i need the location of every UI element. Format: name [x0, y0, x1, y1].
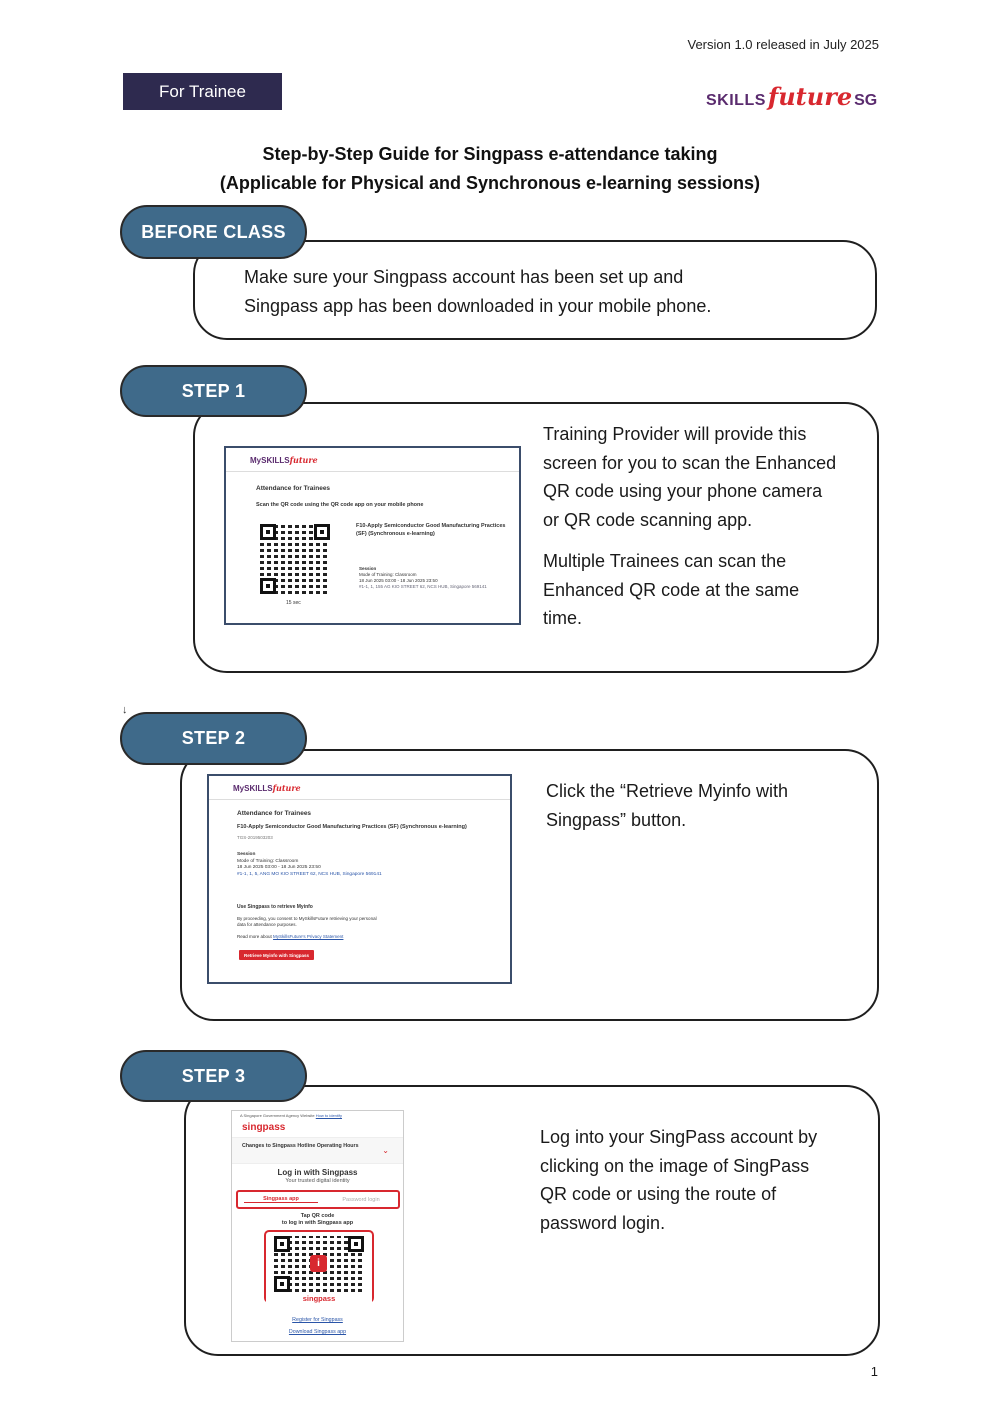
chevron-down-icon: ⌄	[382, 1146, 389, 1155]
myskillsfuture-logo: MySKILLSfuture	[233, 782, 301, 793]
step2-shot-consent: By proceeding, you consent to MySkillsFuture retrieving your personal data for attendance purposes.	[237, 916, 377, 927]
page-number: 1	[870, 1364, 878, 1379]
skillsfuture-logo	[706, 82, 877, 114]
login-subtitle: Your trusted digital identity	[285, 1178, 350, 1184]
qr-timer: 15 sec	[286, 600, 301, 606]
step3-text: Log into your SingPass account by clicking on the image of SingPass QR code or using the route of password login.	[540, 1127, 818, 1233]
singpass-qr-frame[interactable]	[264, 1230, 374, 1303]
step2-text: Click the “Retrieve Myinfo with Singpass” button.	[546, 781, 789, 830]
notice-text: Changes to Singpass Hotline Operating Hours	[242, 1143, 359, 1149]
before-class-text	[244, 263, 711, 320]
retrieve-myinfo-button[interactable]: Retrieve Myinfo with Singpass	[239, 950, 314, 960]
step1-shot-heading: Attendance for Trainees	[256, 485, 331, 492]
audience-tag: For Trainee	[123, 73, 282, 110]
singpass-icon: i	[310, 1255, 327, 1272]
login-tabs	[236, 1190, 400, 1209]
notice-banner[interactable]	[232, 1137, 403, 1164]
qr-code-image[interactable]	[260, 524, 330, 594]
tab-password-login[interactable]: Password login	[342, 1196, 380, 1203]
step1-text	[543, 420, 843, 633]
step1-shot-course: F10-Apply Semiconductor Good Manufacturing Practices (SF) (Synchronous e-learning)	[356, 523, 506, 537]
step2-shot-course: F10-Apply Semiconductor Good Manufacturing Practices (SF) (Synchronous e-learning)	[237, 824, 467, 830]
singpass-qr-code[interactable]	[274, 1236, 364, 1292]
title-line-1: Step-by-Step Guide for Singpass e-attendance taking	[262, 144, 718, 164]
download-app-link[interactable]: Download Singpass app	[288, 1329, 347, 1335]
login-title: Log in with Singpass	[277, 1168, 358, 1177]
step2-shot-header	[209, 776, 510, 800]
tab-singpass-app[interactable]: Singpass app	[244, 1196, 318, 1203]
myskillsfuture-logo: MySKILLSfuture	[250, 454, 318, 465]
step1-shot-instruction: Scan the QR code using the QR code app on your mobile phone	[256, 502, 424, 508]
step1-shot-session: Session Mode of Training: Classroom 18 Jun 2025 03:00 - 18 Jun 2025 23:50 #1-1, 1, 155 AG KIO STREET 62, NCS HUB, Singapore 569141	[359, 566, 487, 589]
step1-para-2: Multiple Trainees can scan the Enhanced QR code at the same time.	[543, 551, 800, 628]
step3-screenshot	[231, 1110, 404, 1342]
tap-qr-instruction: Tap QR code to log in with Singpass app	[281, 1213, 354, 1226]
step1-para-1: Training Provider will provide this screen for you to scan the Enhanced QR code using your phone camera or QR code scanning app.	[543, 424, 837, 530]
privacy-statement-link[interactable]: MySkillsFuture's Privacy Statement	[273, 934, 344, 939]
brand-part-1: SKILLS	[706, 92, 766, 109]
gov-banner: A Singapore Government Agency Website How to identify	[240, 1113, 342, 1118]
step2-shot-heading: Attendance for Trainees	[237, 810, 312, 817]
brand-part-3: SG	[854, 92, 878, 109]
step2-shot-use-singpass: Use Singpass to retrieve Myinfo	[237, 904, 313, 910]
step3-pill: STEP 3	[120, 1050, 307, 1102]
step1-screenshot	[224, 446, 521, 625]
before-class-line-1: Make sure your Singpass account has been set up and	[244, 267, 684, 287]
step2-pill: STEP 2	[120, 712, 307, 765]
version-note: Version 1.0 released in July 2025	[687, 37, 879, 52]
step1-pill: STEP 1	[120, 365, 307, 417]
step2-shot-session: Session Mode of Training: Classroom 18 Jun 2025 03:00 - 18 Jun 2025 23:50 #1-1, 1, 5, ANG MO KIO STREET 62, NCS HUB, Singapore 569141	[237, 852, 382, 877]
register-link[interactable]: Register for Singpass	[292, 1317, 343, 1323]
before-class-pill: BEFORE CLASS	[120, 205, 307, 259]
step2-shot-privacy: Read more about MySkillsFuture's Privacy Statement	[237, 934, 344, 939]
brand-part-2: future	[767, 82, 853, 111]
step2-shot-code: TGS-2019503203	[237, 835, 273, 840]
before-class-line-2: Singpass app has been downloaded in your mobile phone.	[244, 295, 712, 316]
qr-singpass-label: singpass	[266, 1294, 372, 1303]
step2-screenshot	[207, 774, 512, 984]
singpass-logo: singpass	[242, 1122, 286, 1133]
page-title	[0, 140, 980, 198]
title-line-2: (Applicable for Physical and Synchronous e-learning sessions)	[219, 173, 761, 193]
step1-shot-header	[226, 448, 519, 472]
down-arrow-icon: ↓	[122, 704, 128, 716]
